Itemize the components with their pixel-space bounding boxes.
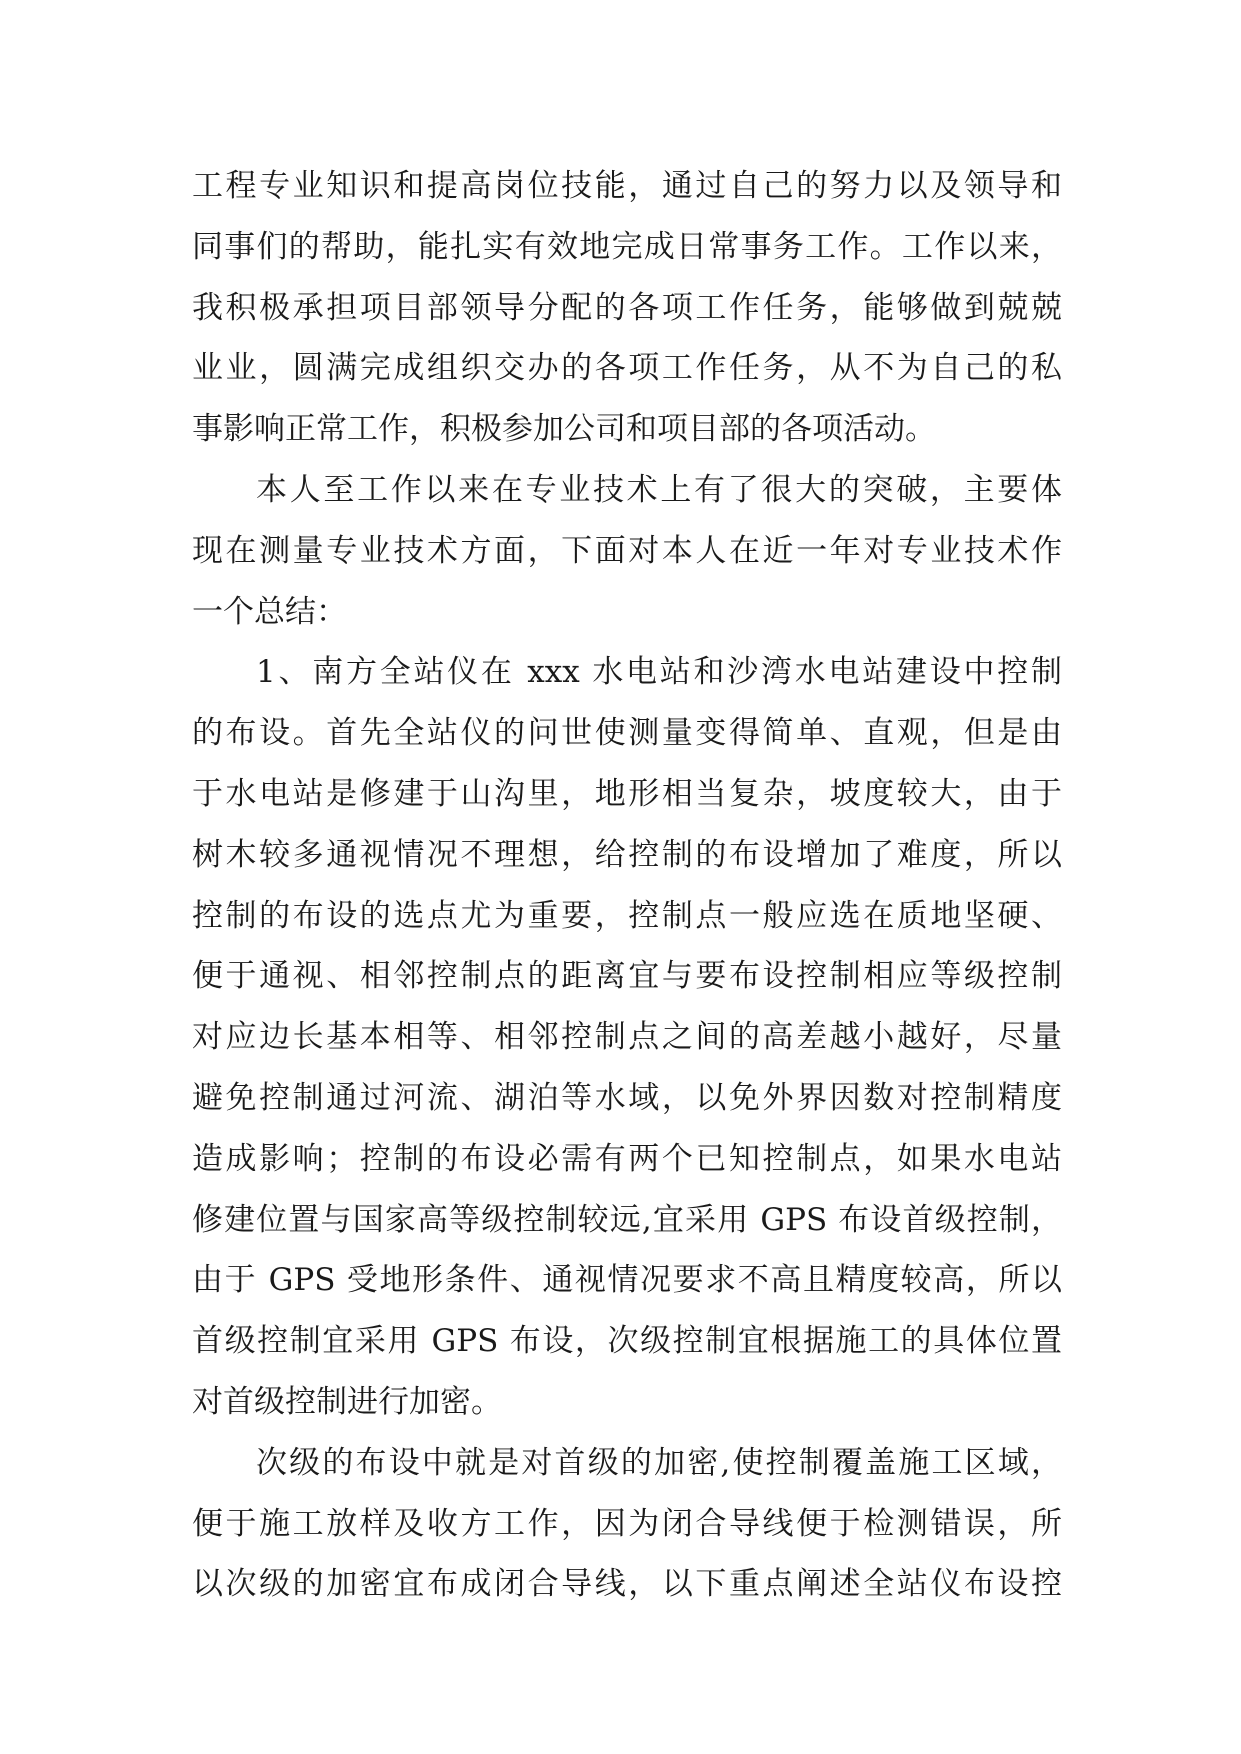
body-line: 造成影响；控制的布设必需有两个已知控制点，如果水电站 (192, 1140, 1062, 1177)
body-line: 于水电站是修建于山沟里，地形相当复杂，坡度较大，由于 (192, 775, 1062, 812)
body-line: 业业，圆满完成组织交办的各项工作任务，从不为自己的私 (192, 350, 1062, 387)
body-line: 对应边长基本相等、相邻控制点之间的高差越小越好，尽量 (192, 1019, 1062, 1056)
body-line: 一个总结： (192, 593, 347, 630)
body-line: 1、南方全站仪在 xxx 水电站和沙湾水电站建设中控制 (256, 654, 1062, 691)
document-body (192, 156, 1062, 1615)
body-line: 修建位置与国家高等级控制较远,宜采用 GPS 布设首级控制， (192, 1201, 1062, 1238)
body-line: 的布设。首先全站仪的问世使测量变得简单、直观，但是由 (192, 715, 1062, 752)
body-line: 首级控制宜采用 GPS 布设，次级控制宜根据施工的具体位置 (192, 1323, 1062, 1360)
body-line: 工程专业知识和提高岗位技能，通过自己的努力以及领导和 (192, 168, 1062, 204)
body-line: 本人至工作以来在专业技术上有了很大的突破，主要体 (256, 471, 1062, 508)
body-line: 树木较多通视情况不理想，给控制的布设增加了难度，所以 (192, 836, 1062, 873)
body-line: 控制的布设的选点尤为重要，控制点一般应选在质地坚硬、 (192, 897, 1062, 934)
body-line: 对首级控制进行加密。 (192, 1383, 502, 1420)
body-line: 由于 GPS 受地形条件、通视情况要求不高且精度较高，所以 (192, 1262, 1062, 1299)
body-line: 次级的布设中就是对首级的加密,使控制覆盖施工区域， (256, 1444, 1062, 1481)
body-line: 同事们的帮助，能扎实有效地完成日常事务工作。工作以来， (192, 228, 1062, 265)
body-line: 避免控制通过河流、湖泊等水域，以免外界因数对控制精度 (192, 1079, 1062, 1116)
body-line: 便于施工放样及收方工作，因为闭合导线便于检测错误，所 (192, 1505, 1062, 1542)
body-line: 现在测量专业技术方面，下面对本人在近一年对专业技术作 (192, 532, 1062, 569)
body-line: 我积极承担项目部领导分配的各项工作任务，能够做到兢兢 (192, 289, 1062, 326)
body-line: 事影响正常工作，积极参加公司和项目部的各项活动。 (192, 411, 936, 448)
body-line: 以次级的加密宜布成闭合导线，以下重点阐述全站仪布设控 (192, 1566, 1062, 1603)
body-line: 便于通视、相邻控制点的距离宜与要布设控制相应等级控制 (192, 958, 1062, 995)
